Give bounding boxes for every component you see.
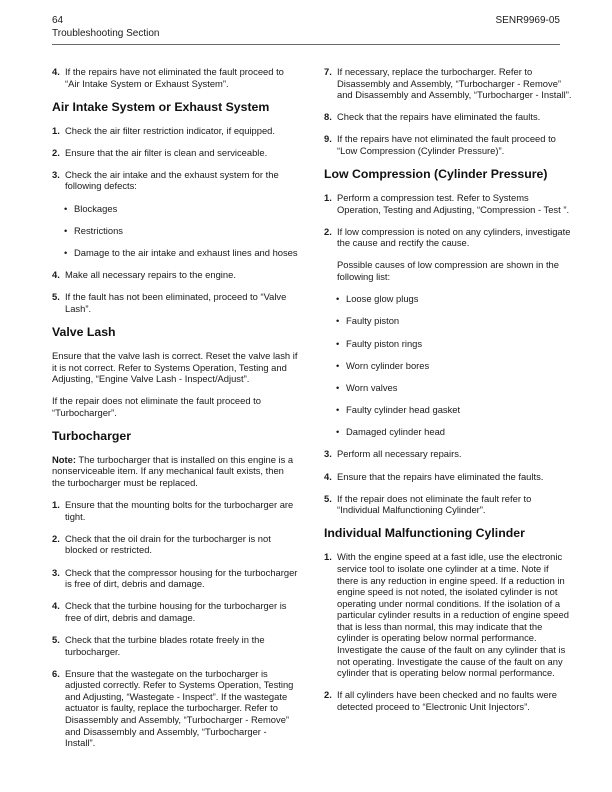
bullet-icon: • — [336, 293, 340, 305]
bullet-item: • Faulty piston — [336, 315, 400, 327]
bullet-icon: • — [336, 426, 340, 438]
defects-list — [52, 203, 298, 259]
bullet-icon: • — [64, 246, 68, 258]
bullet-icon: • — [336, 337, 340, 349]
heading-turbocharger: Turbocharger — [52, 428, 132, 443]
list-item: 5. Check that the turbine blades rotate freely in the turbocharger. — [52, 633, 265, 657]
bullet-item: • Damage to the air intake and exhaust lines and hoses — [64, 246, 298, 258]
list-item: 3. Check that the compressor housing for the turbocharger is free of dirt, debris and damage. — [52, 566, 298, 590]
list-item: 1. Perform a compression test. Refer to Systems Operation, Testing and Adjusting, “Compression - Test ”. — [324, 192, 570, 215]
list-item: 6. Ensure that the wastegate on the turbocharger is adjusted correctly. Refer to Systems Operation, Testing and Adjusting, “Wastegate - Inspect”. If the wastegate actuator is faulty, replace the turbocharger. Refer to Disassembly and Assembly, “Turbocharger - Remove” and Disassembly and Assembly, “Turbocharger - Install”. — [52, 667, 294, 749]
bullet-icon: • — [336, 404, 340, 416]
bullet-icon: • — [64, 224, 68, 236]
heading-valve-lash: Valve Lash — [52, 324, 116, 339]
bullet-item: • Worn valves — [336, 381, 398, 393]
header-divider — [52, 44, 560, 45]
list-item: 2. If all cylinders have been checked and no faults were detected proceed to “Electronic Unit Injectors”. — [324, 689, 557, 712]
list-item: 4. Check that the turbine housing for the turbocharger is free of dirt, debris and damage. — [52, 600, 287, 623]
note-paragraph: Note: The turbocharger that is installed on this engine is a nonserviceable item. If any mechanical fault exists, then the turbocharger must be replaced. — [52, 453, 294, 489]
bullet-icon: • — [64, 202, 68, 214]
causes-list — [324, 293, 572, 438]
list-item: 5. If the repair does not eliminate the fault refer to “Individual Malfunctioning Cylinder”. — [324, 492, 532, 516]
document-id: SENR9969-05 — [495, 15, 560, 26]
list-item: 2. If low compression is noted on any cylinders, investigate the cause and rectify the cause. Possible causes of low compression are shown in the following list: — [324, 225, 571, 283]
heading-low-compression: Low Compression (Cylinder Pressure) — [324, 167, 548, 182]
bullet-item: • Loose glow plugs — [336, 293, 419, 305]
bullet-item: • Worn cylinder bores — [336, 359, 430, 371]
bullet-item: • Faulty piston rings — [336, 337, 423, 349]
bullet-icon: • — [336, 381, 340, 393]
list-item: 9. If the repairs have not eliminated the fault proceed to “Low Compression (Cylinder Pressure)”. — [324, 133, 556, 156]
list-item: 1. With the engine speed at a fast idle, use the electronic service tool to isolate one cylinder at a time. Note if there is any reduction in engine speed. If a reduction in engine speed is not noted, the isolated cylinder is not operating under normal conditions. If the isolation of a particular cylinder results in a reduction of engine speed that is less than normal, this may indicate that the cylinder is operating below normal performance. Investigate the cause of the fault on any cylinder that is not operating. Investigate the cause of the fault on any cylinder that is operating below normal performance. — [324, 551, 569, 679]
paragraph: Ensure that the valve lash is correct. Reset the valve lash if it is not correct. Refer to Systems Operation, Testing and Adjusting, “Engine Valve Lash - Inspect/Adjust”. — [52, 349, 298, 385]
list-item: 5. If the fault has not been eliminated, proceed to “Valve Lash”. — [52, 291, 287, 314]
section-title: Troubleshooting Section — [52, 28, 160, 39]
right-column — [324, 66, 572, 723]
bullet-item: • Restrictions — [64, 224, 123, 236]
paragraph: If the repair does not eliminate the fault proceed to “Turbocharger”. — [52, 395, 261, 418]
list-item: 1. Check the air filter restriction indicator, if equipped. — [52, 124, 275, 136]
bullet-item: • Blockages — [64, 202, 118, 214]
list-item: 1. Ensure that the mounting bolts for the turbocharger are tight. — [52, 499, 294, 522]
heading-air-intake: Air Intake System or Exhaust System — [52, 99, 270, 114]
paragraph: Possible causes of low compression are shown in the following list: — [337, 259, 559, 283]
list-item: 3. Check the air intake and the exhaust system for the following defects: — [52, 168, 279, 192]
heading-individual-cylinder: Individual Malfunctioning Cylinder — [324, 526, 525, 541]
bullet-item: • Faulty cylinder head gasket — [336, 404, 461, 416]
list-item: 2. Ensure that the air filter is clean and serviceable. — [52, 146, 268, 158]
left-column — [52, 66, 298, 759]
list-item: 4. Ensure that the repairs have eliminated the faults. — [324, 470, 544, 482]
page-number: 64 — [52, 15, 64, 26]
list-item: 4. If the repairs have not eliminated the fault proceed to “Air Intake System or Exhaust System”. — [52, 66, 284, 89]
page-header — [52, 14, 560, 40]
list-item: 3. Perform all necessary repairs. — [324, 448, 462, 460]
list-item: 8. Check that the repairs have eliminated the faults. — [324, 111, 541, 123]
bullet-icon: • — [336, 315, 340, 327]
bullet-icon: • — [336, 359, 340, 371]
list-item: 7. If necessary, replace the turbocharger. Refer to Disassembly and Assembly, “Turbocharger - Remove” and Disassembly and Assembly, “Turbocharger - Install”. — [324, 66, 572, 101]
bullet-item: • Damaged cylinder head — [336, 426, 446, 438]
list-item: 4. Make all necessary repairs to the engine. — [52, 269, 236, 281]
list-item: 2. Check that the oil drain for the turbocharger is not blocked or restricted. — [52, 532, 271, 556]
